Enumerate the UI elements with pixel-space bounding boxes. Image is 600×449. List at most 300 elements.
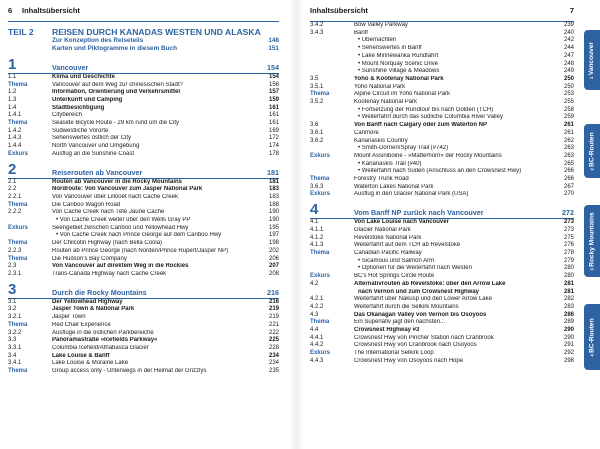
toc-entry-title: Ein Superlativ jagt den nächsten... — [354, 319, 446, 326]
toc-entry-page: 221 — [268, 321, 279, 328]
toc-entry-title: Trans-Canada Highway nach Cache Creek — [52, 270, 167, 277]
toc-entry-code: 4.2 — [310, 280, 319, 287]
toc-entry-page: 278 — [563, 249, 574, 256]
toc-entry-title: Weiterfahrt über Nakusp und den Lower Arrow Lake — [354, 296, 492, 303]
toc-entry — [8, 135, 279, 143]
toc-entry — [8, 248, 279, 256]
chapter-number: 2 — [8, 160, 17, 178]
toc-entry-page: 263 — [563, 152, 574, 159]
toc-entry — [8, 74, 279, 82]
toc-entry-page: 273 — [563, 219, 574, 226]
toc-entry-code: 4.2.2 — [310, 303, 324, 310]
toc-entry-page: 267 — [563, 183, 574, 190]
toc-entry-title: Lake Louise & Banff — [52, 352, 110, 359]
toc-entry-title: • Weiterfahrt nach Süden (Anschluss an den Crowsnest Hwy) — [358, 168, 522, 175]
toc-entry-page: 216 — [268, 298, 279, 305]
toc-entry-title: Yoho & Kootenay National Park — [354, 75, 444, 82]
toc-entry-page: 240 — [563, 29, 574, 36]
toc-entry-page: 253 — [563, 91, 574, 98]
toc-entry — [8, 314, 279, 322]
toc-entry-page: 282 — [563, 296, 574, 303]
toc-entry-title: BC's Hot Springs Circle Route — [354, 273, 435, 280]
toc-entry-title: Von Vancouver über Lillooet nach Cache Creek — [52, 193, 178, 200]
toc-entry-page: 219 — [268, 314, 279, 321]
toc-entry-title: • Optionen für die Weiterfahrt nach Westen — [358, 265, 472, 272]
toc-entry-code: Exkurs — [8, 224, 29, 231]
toc-entry-page: 290 — [563, 327, 574, 334]
toc-entry — [8, 322, 279, 330]
toc-entry — [8, 263, 279, 271]
toc-entry-page: 276 — [563, 242, 574, 249]
toc-entry-code: Thema — [310, 91, 330, 98]
toc-entry-title: nach Vernon und zum Crowsnest Highway — [358, 288, 480, 295]
toc-entry-page: 281 — [563, 280, 574, 287]
book-gutter — [289, 0, 304, 449]
toc-entry — [8, 271, 279, 279]
toc-entry-code: Thema — [8, 368, 28, 375]
toc-entry-title: • Weiterfahrt durch das südliche Columbia River Valley — [358, 114, 503, 121]
toc-entry-title: Panoramastraße »Icefields Parkway« — [52, 337, 158, 344]
toc-entry-code: 3.2.2 — [8, 329, 22, 336]
toc-entry — [310, 304, 574, 312]
toc-entry — [310, 327, 574, 335]
toc-entry — [8, 105, 279, 113]
toc-entry — [310, 358, 574, 366]
chapter-tab-number: 2 — [589, 166, 595, 171]
chapter-tab-text: BC-Routen — [588, 317, 596, 353]
toc-entry-title: Group access only - Unterwegs in der Heimat der Grizzlys — [52, 368, 207, 375]
toc-entry-page: 181 — [268, 178, 279, 185]
chapter-tab[interactable] — [584, 124, 600, 178]
toc-entry — [8, 179, 279, 187]
chapter-tab[interactable] — [584, 30, 600, 90]
toc-entry-code: Exkurs — [310, 152, 331, 159]
toc-entry-code: 4.1.3 — [310, 242, 324, 249]
toc-entry-code: 3.2 — [8, 306, 17, 313]
right-page-header — [310, 6, 574, 22]
toc-entry-code: 1.1 — [8, 73, 17, 80]
toc-entry-page: 157 — [268, 89, 279, 96]
toc-entry — [310, 99, 574, 107]
toc-entry-title: Ausflüge in die östlichen Parkbereiche — [52, 329, 154, 336]
toc-entry-code: 1.4.4 — [8, 143, 22, 150]
toc-entry-code: 4.4 — [310, 327, 319, 334]
toc-entry — [8, 97, 279, 105]
toc-entry-code: Thema — [8, 201, 28, 208]
toc-entry-title: Vancouver auf dem Weg zur chinesischen Stadt? — [52, 81, 183, 88]
toc-entry-title: • Sicamous und Salmon Arm — [358, 257, 435, 264]
toc-entry — [310, 191, 574, 199]
chapter-number: 4 — [310, 201, 319, 219]
chapter-tab[interactable] — [584, 205, 600, 277]
chapter-page: 216 — [267, 287, 279, 297]
toc-entry-title: Der Yellowhead Highway — [52, 298, 123, 305]
toc-entry-page: 273 — [563, 226, 574, 233]
toc-entry-page: 286 — [563, 311, 574, 318]
toc-entry-title: Von Cache Creek nach Tête Jaune Cache — [52, 209, 165, 216]
toc-entry — [310, 242, 574, 250]
chapter-page: 154 — [267, 62, 279, 72]
toc-entry-page: 280 — [563, 273, 574, 280]
toc-entry-title: Alpine Circuit im Yoho National Park — [354, 91, 451, 98]
toc-entry-page: 234 — [268, 352, 279, 359]
chapter-heading — [8, 280, 279, 299]
right-page — [304, 0, 600, 449]
toc-entry-code: 4.1 — [310, 219, 319, 226]
part-title: REISEN DURCH KANADAS WESTEN UND ALASKA — [52, 27, 261, 37]
toc-entry-code: 4.2.1 — [310, 296, 324, 303]
toc-entry-title: Die Hudson's Bay Company — [52, 255, 127, 262]
toc-entry-title: • Fortsetzung der Rundtour bis nach Golden (TCH) — [358, 106, 494, 113]
toc-entry-page: 292 — [563, 350, 574, 357]
chapter-block — [8, 280, 279, 376]
toc-entry-title: Bow Valley Parkway — [354, 22, 408, 28]
toc-entry-title: • Sehenswertes in Banff — [358, 45, 422, 52]
toc-entry-page: 244 — [563, 45, 574, 52]
toc-entry-title: Crowsnest Hwy von Osoyoos nach Hope — [354, 357, 464, 364]
toc-entry-title: Nordroute: Von Vancouver zum Jasper National Park — [52, 186, 203, 193]
toc-entry-page: 172 — [268, 135, 279, 142]
toc-entry — [310, 258, 574, 266]
toc-entry — [310, 184, 574, 192]
toc-entry-title: Citybereich — [52, 112, 83, 119]
toc-entry-code: 3.5.2 — [310, 99, 324, 106]
toc-entry-page: 266 — [563, 168, 574, 175]
toc-entry — [8, 151, 279, 159]
toc-entry-code: Thema — [8, 255, 28, 262]
toc-entry-title: Waterton Lakes National Park — [354, 183, 434, 190]
toc-entry-code: Thema — [310, 176, 330, 183]
toc-entry-title: • Mount Norquay Scenic Drive — [358, 60, 439, 67]
toc-entry — [8, 330, 279, 338]
toc-entry-page: 281 — [563, 288, 574, 295]
toc-entry-title: • Smith-Dorrien/Spray Trail (#742) — [358, 145, 449, 152]
toc-entry — [8, 306, 279, 314]
chapter-title: Durch die Rocky Mountains — [52, 287, 147, 297]
toc-entry-page: 174 — [268, 143, 279, 150]
toc-entry-code: 3.6.1 — [310, 129, 324, 136]
toc-entry-code: 4.4.3 — [310, 357, 324, 364]
toc-entry-page: 206 — [268, 255, 279, 262]
toc-entry-page: 259 — [563, 114, 574, 121]
toc-entry-title: Seaside Bicycle Route - 29 km rund um die City — [52, 120, 180, 127]
toc-entry — [310, 335, 574, 343]
toc-entry-code: Thema — [8, 321, 28, 328]
toc-entry-title: Banff — [354, 29, 368, 36]
intro-page: 148 — [268, 37, 279, 44]
toc-entry-page: 258 — [563, 106, 574, 113]
toc-entry — [310, 91, 574, 99]
toc-entry-page: 178 — [268, 150, 279, 157]
part-heading — [8, 27, 279, 37]
toc-entry-code: 3.1 — [8, 298, 17, 305]
toc-entry-code: 1.4.3 — [8, 135, 22, 142]
chapter-heading — [310, 203, 574, 219]
toc-entry-code: 3.4.1 — [8, 360, 22, 367]
toc-entry-title: Yoho National Park — [354, 83, 406, 90]
toc-entry — [310, 265, 574, 273]
toc-entry-page: 280 — [563, 265, 574, 272]
toc-entry-code: 3.5 — [310, 75, 319, 82]
toc-entry-title: Crowsnest Hwy von Pincher Station nach Cranbrook — [354, 334, 494, 341]
toc-entry — [8, 82, 279, 90]
right-toc-list — [310, 22, 574, 199]
toc-entry-code: 3.3.1 — [8, 344, 22, 351]
toc-entry-code: 1.2 — [8, 89, 17, 96]
toc-entry-page: 265 — [563, 160, 574, 167]
intro-page: 151 — [268, 45, 279, 53]
toc-entry-page: 291 — [563, 342, 574, 349]
left-page — [0, 0, 289, 449]
toc-entry-code: Exkurs — [310, 350, 331, 357]
toc-entry-page: 190 — [268, 217, 279, 224]
toc-entry-title: Kananaskis Country — [354, 137, 408, 144]
intro-entry — [8, 45, 279, 53]
toc-entry-page: 262 — [563, 137, 574, 144]
toc-entry-page: 263 — [563, 145, 574, 152]
toc-entry — [8, 240, 279, 248]
toc-entry-code: Thema — [8, 81, 28, 88]
toc-entry-page: 195 — [268, 224, 279, 231]
toc-entry-title: Seengebiet zwischen Cariboo und Yellowhead Hwy — [52, 224, 189, 231]
toc-entry — [310, 30, 574, 38]
toc-entry-title: Routen ab Vancouver in die Rocky Mountains — [52, 178, 183, 185]
toc-entry-code: 2.2 — [8, 186, 17, 193]
toc-entry-title: Kootenay National Park — [354, 99, 418, 106]
toc-entry — [310, 281, 574, 289]
toc-entry-page: 207 — [268, 263, 279, 270]
toc-entry-title: Südwestliche Vororte — [52, 127, 109, 134]
toc-entry — [310, 22, 574, 30]
toc-entry — [310, 250, 574, 258]
toc-entry-title: Jasper Town — [52, 314, 86, 321]
toc-entry-code: Exkurs — [310, 273, 331, 280]
toc-entry-title: Columbia Icefield/Athabasca Glacier — [52, 344, 149, 351]
toc-entry — [310, 107, 574, 115]
toc-entry — [8, 368, 279, 376]
intro-title: Karten und Piktogramme in diesem Buch — [52, 45, 177, 53]
toc-entry-page: 190 — [268, 209, 279, 216]
toc-entry — [8, 299, 279, 307]
toc-entry-title: Crowsnest Highway #3 — [354, 327, 420, 334]
toc-entry-page: 279 — [563, 257, 574, 264]
toc-entry-page: 266 — [563, 176, 574, 183]
toc-entry-title: Ausflug an die Sunshine Coast — [52, 150, 135, 157]
toc-entry — [8, 89, 279, 97]
toc-entry-title: Routen ab Prince George (nach Norden/Prince Rupert/Jasper NP) — [52, 247, 229, 254]
toc-entry-page: 270 — [563, 191, 574, 198]
toc-entry-code: 4.4.2 — [310, 342, 324, 349]
chapter-tabs — [584, 0, 600, 449]
chapter-tab-text: BC-Routen — [588, 131, 596, 167]
toc-entry-title: Von Banff nach Calgary oder zum Waterton NP — [354, 122, 488, 129]
toc-entry-page: 239 — [563, 22, 574, 28]
toc-entry-page: 169 — [268, 127, 279, 134]
toc-entry-page: 289 — [563, 319, 574, 326]
toc-entry-page: 154 — [268, 73, 279, 80]
toc-entry — [310, 312, 574, 320]
toc-entry — [310, 153, 574, 161]
toc-entry-code: 2.2.1 — [8, 193, 22, 200]
chapter-title: Reiserouten ab Vancouver — [52, 167, 143, 177]
toc-entry — [310, 273, 574, 281]
toc-entry — [310, 68, 574, 76]
toc-entry-code: 3.4.3 — [310, 29, 324, 36]
toc-entry-code: 4.3 — [310, 311, 319, 318]
toc-entry-title: Klima und Geschichte — [52, 73, 116, 80]
toc-entry-title: Information, Orientierung und Verkehrsmittel — [52, 89, 181, 96]
chapter-tab-label — [589, 318, 596, 356]
toc-entry-code: 2.3.1 — [8, 270, 22, 277]
toc-entry-title: Die Cariboo Wagon Road — [52, 201, 121, 208]
toc-entry-title: Von Lake Louise nach Vancouver — [354, 219, 449, 226]
toc-entry-code: 4.1.2 — [310, 234, 324, 241]
chapter-block — [8, 160, 279, 279]
toc-entry-code: 3.3 — [8, 337, 17, 344]
toc-entry-title: Glacier National Park — [354, 226, 411, 233]
toc-entry-page: 222 — [268, 329, 279, 336]
left-header-title: Inhaltsübersicht — [22, 6, 80, 15]
toc-entry-title: • Von Cache Creek nach Prince George auf dem Cariboo Hwy — [56, 232, 222, 239]
toc-entry — [8, 202, 279, 210]
toc-entry-code: 3.4.2 — [310, 22, 324, 28]
toc-entry-title: Das Okanagan Valley von Vernon bis Osoyoos — [354, 311, 487, 318]
toc-entry-title: Der Chilcotin Highway (nach Bella Coola) — [52, 240, 163, 247]
toc-entry-page: 249 — [563, 68, 574, 75]
toc-entry-page: 261 — [563, 129, 574, 136]
toc-entry — [8, 194, 279, 202]
toc-entry-page: 156 — [268, 81, 279, 88]
toc-entry-page: 202 — [268, 247, 279, 254]
toc-entry-page: 242 — [563, 37, 574, 44]
toc-entry-page: 183 — [268, 186, 279, 193]
toc-entry-page: 188 — [268, 201, 279, 208]
toc-entry-title: Crowsnest Hwy von Cranbrook nach Osoyoos — [354, 342, 477, 349]
right-page-number: 7 — [569, 6, 574, 15]
left-page-number: 6 — [8, 6, 13, 15]
toc-entry-page: 197 — [268, 232, 279, 239]
toc-entry — [310, 289, 574, 297]
toc-entry-title: The International Selkirk Loop — [354, 350, 434, 357]
toc-entry — [8, 209, 279, 217]
toc-entry-page: 198 — [268, 240, 279, 247]
chapter-title: Vancouver — [52, 62, 89, 72]
toc-entry — [8, 143, 279, 151]
toc-entry — [8, 360, 279, 368]
toc-entry-page: 250 — [563, 83, 574, 90]
chapter-tab[interactable] — [584, 304, 600, 370]
toc-entry-title: Weiterfahrt durch die Selkirk Mountains — [354, 303, 459, 310]
toc-entry-title: • Sunshine Village & Meadows — [358, 68, 440, 75]
toc-entry-code: 4.4.1 — [310, 334, 324, 341]
toc-entry-title: Ausflug in den Glacier National Park (USA) — [354, 191, 469, 198]
toc-entry-page: 235 — [268, 368, 279, 375]
toc-entry-title: Von Vancouver auf direktem Weg in die Rockies — [52, 263, 189, 270]
chapter-tab-number: 3 — [589, 266, 595, 271]
toc-entry-title: Unterkunft und Camping — [52, 96, 123, 103]
toc-entry-page: 161 — [268, 120, 279, 127]
toc-entry-title: Red Chair Experience — [52, 321, 111, 328]
toc-entry-page: 225 — [268, 337, 279, 344]
toc-entry — [310, 145, 574, 153]
toc-entry-page: 247 — [563, 52, 574, 59]
toc-entry-page: 255 — [563, 99, 574, 106]
toc-entry-page: 248 — [563, 60, 574, 67]
toc-entry — [8, 128, 279, 136]
toc-entry — [310, 84, 574, 92]
chapter-tab-text: Rocky Mountains — [588, 211, 596, 267]
toc-entry-code: 1.4.1 — [8, 112, 22, 119]
toc-entry — [310, 227, 574, 235]
toc-entry-page: 275 — [563, 234, 574, 241]
toc-entry — [310, 130, 574, 138]
toc-entry — [310, 235, 574, 243]
toc-entry — [310, 342, 574, 350]
chapter-block — [8, 55, 279, 159]
chapter-tab-label — [589, 41, 596, 78]
toc-entry-page: 290 — [563, 334, 574, 341]
toc-entry — [310, 53, 574, 61]
toc-entry-title: Canadian Pacific Railway — [354, 249, 422, 256]
chapter-page: 181 — [267, 167, 279, 177]
toc-entry-title: Lake Louise & Moraine Lake — [52, 360, 129, 367]
toc-entry — [310, 122, 574, 130]
toc-entry — [8, 225, 279, 233]
toc-entry-title: Sehenswertes östlich der City — [52, 135, 132, 142]
toc-entry-page: 208 — [268, 270, 279, 277]
toc-entry — [8, 112, 279, 120]
toc-entry-page: 234 — [268, 360, 279, 367]
toc-entry-title: Weiterfahrt auf dem TCH ab Revelstoke — [354, 242, 461, 249]
toc-entry-code: Thema — [310, 249, 330, 256]
toc-entry — [310, 176, 574, 184]
intro-entry — [8, 37, 279, 45]
toc-entry — [8, 337, 279, 345]
toc-entry — [310, 296, 574, 304]
toc-entry-code: 2.1 — [8, 178, 17, 185]
right-header-title: Inhaltsübersicht — [310, 6, 368, 15]
right-chapter-list — [310, 203, 574, 365]
toc-entry-title: • Von Cache Creek weiter über den Wells Gray PP — [56, 217, 191, 224]
toc-entry — [310, 138, 574, 146]
toc-entry-code: 3.4 — [8, 352, 17, 359]
toc-entry-code: 3.6.2 — [310, 137, 324, 144]
toc-entry-title: North Vancouver und Umgebung — [52, 143, 140, 150]
toc-entry-page: 261 — [563, 122, 574, 129]
toc-entry-page: 159 — [268, 96, 279, 103]
left-page-header — [8, 6, 279, 22]
chapter-number: 3 — [8, 280, 17, 298]
toc-entry — [8, 232, 279, 240]
left-chapter-list — [8, 55, 279, 376]
chapter-title: Vom Banff NP zurück nach Vancouver — [354, 208, 484, 218]
toc-entry-title: Canmore — [354, 129, 379, 136]
chapter-tab-label — [589, 132, 596, 170]
toc-entry-title: • Kananaskis Trail (#40) — [358, 160, 422, 167]
toc-entry — [310, 61, 574, 69]
toc-entry — [310, 319, 574, 327]
toc-entry-code: 2.2.3 — [8, 247, 22, 254]
toc-entry-code: 2.3 — [8, 263, 17, 270]
toc-entry-page: 183 — [268, 193, 279, 200]
toc-entry — [8, 217, 279, 225]
chapter-tab-text: Vancouver — [588, 41, 596, 75]
toc-entry — [8, 120, 279, 128]
toc-entry — [310, 76, 574, 84]
toc-entry-title: Forestry Trunk Road — [354, 176, 409, 183]
toc-entry-code: Thema — [8, 120, 28, 127]
toc-entry-code: Thema — [310, 319, 330, 326]
